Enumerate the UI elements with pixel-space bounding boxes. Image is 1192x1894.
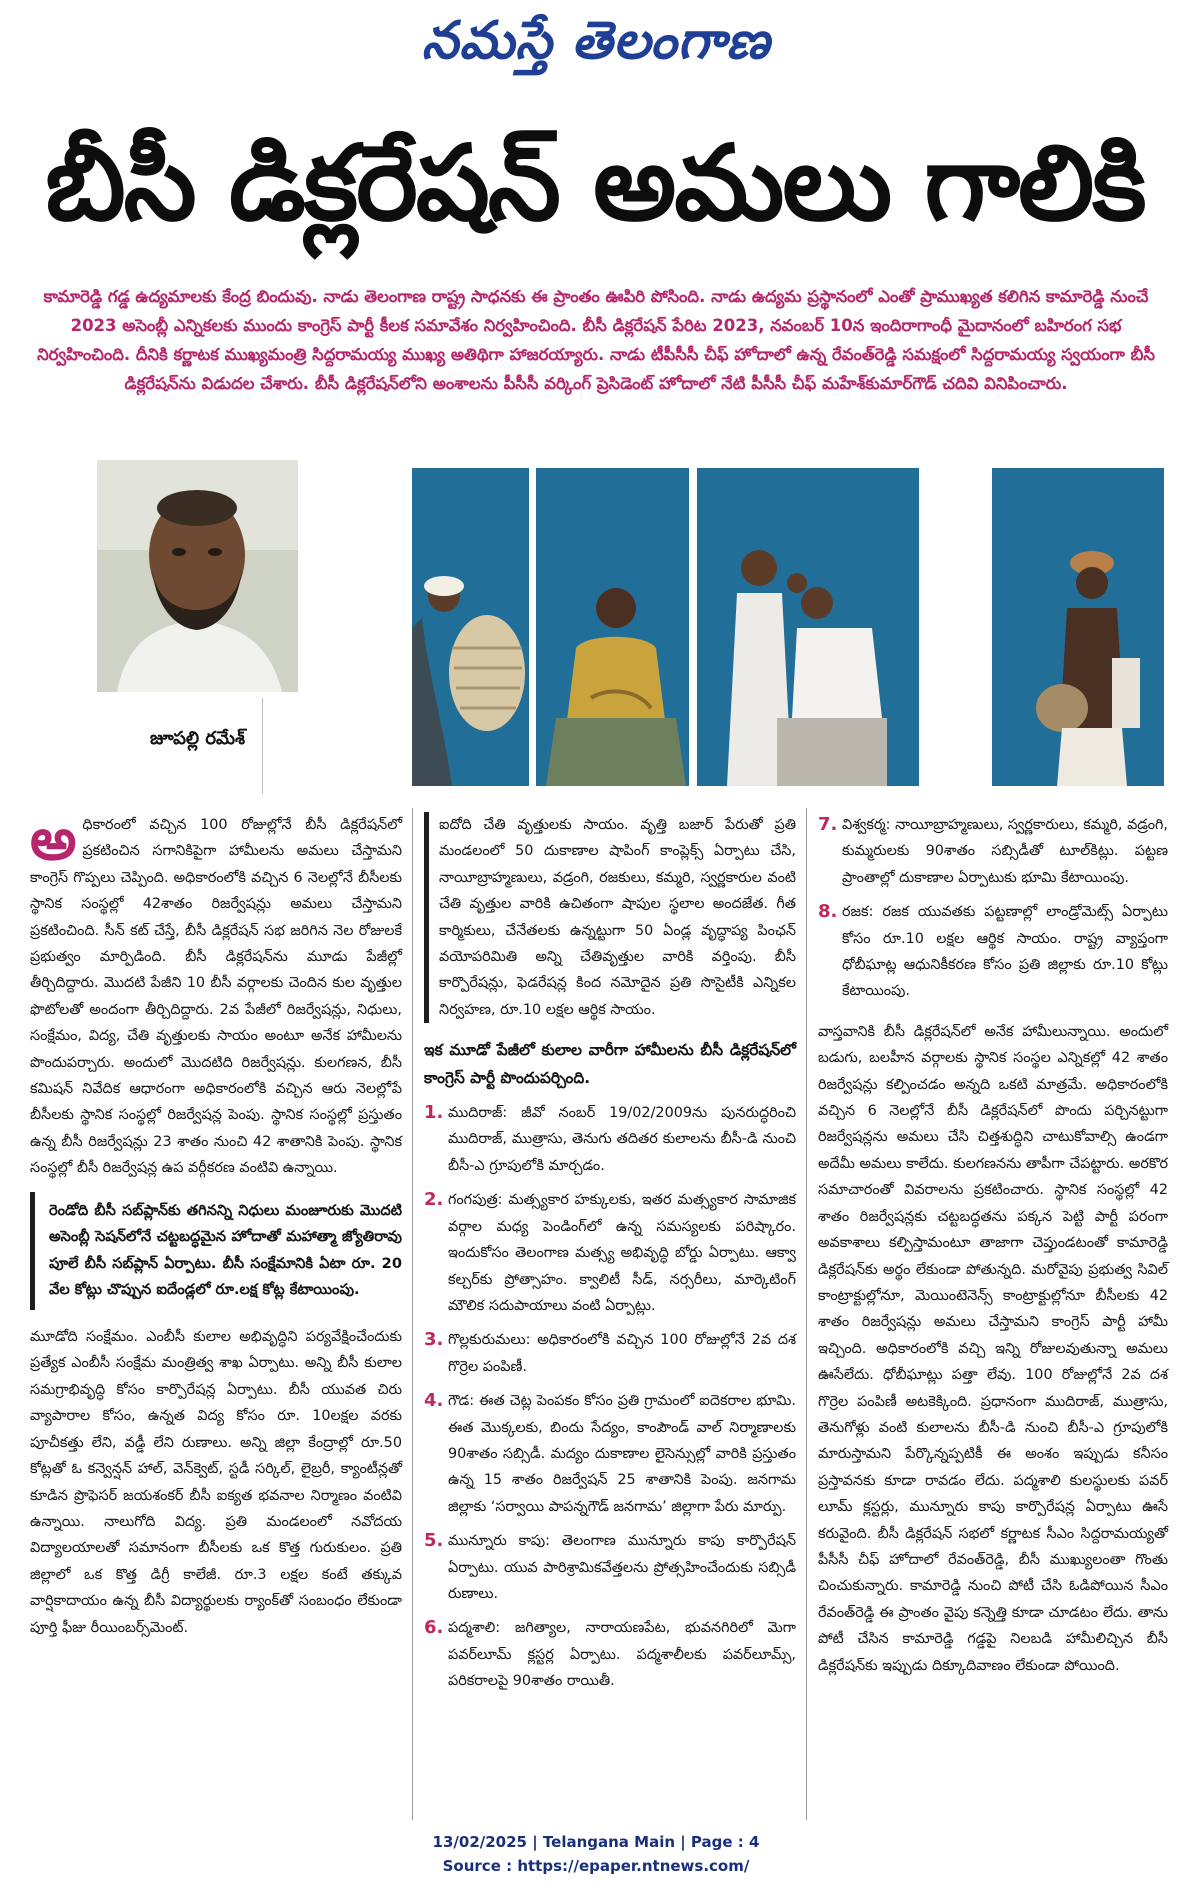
list-item: 2. గంగపుత్ర: మత్స్యకార హక్కులకు, ఇతర మత్స్యకార సామాజిక వర్గాల మధ్య పెండింగ్‌లో ఉన్న సమస్యలకు పరిష్కారం. ఇందుకోసం తెలంగాణ మత్స్య అభివృద్ధి బోర్డు ఏర్పాటు. ఆక్వా కల్చర్‌కు ప్రోత్సాహం. క్వాలిటీ సీడ్‌, నర్సరీలు, మార్కెటింగ్‌ మౌలిక సదుపాయాలు వంటి ఏర్పాట్లు. — [424, 1189, 796, 1314]
column1-paragraph-2: మూడోది సంక్షేమం. ఎంబీసీ కులాల అభివృద్ధిని పర్యవేక్షించేందుకు ప్రత్యేక ఎంబీసీ సంక్షేమ మంత్రిత్వ శాఖ ఏర్పాటు. అన్ని బీసీ కులాల సమగ్రాభివృద్ధి కోసం కార్పొరేషన్ల ఏర్పాటు. బీసీ యువత చిరు వ్యాపారాల కోసం, ఉన్నత విద్య కోసం రూ. 10లక్షల వరకు పూచీకత్తు లేని, వడ్డీ లేని రుణాలు. అన్ని జిల్లా కేంద్రాల్లో రూ.50 కోట్లతో ఓ కన్వెన్షన్‌ హాల్‌, వెన్‌క్వెట్‌, స్టడీ సర్కిల్‌, లైబ్రరీ, క్యాంటీన్లతో కూడిన ప్రొఫెసర్‌ జయశంకర్‌ బీసీ ఐక్యత భవనాల నిర్మాణం వంటివి ఉన్నాయి. నాలుగోది విద్య. ప్రతి మండలంలో నవోదయ విద్యాలయాలతో సమానంగా బీసీలకు ఒక కొత్త గురుకులం. ప్రతి జిల్లాలో ఒక కొత్త డిగ్రీ కాలేజీ. రూ.3 లక్షల కంటే తక్కువ వార్షికాదాయం ఉన్న బీసీ విద్యార్థులకు ర్యాంక్‌తో సంబంధం లేకుండా పూర్తి ఫీజు రీయింబర్స్‌మెంట్‌. — [30, 1329, 402, 1636]
list-number: 6. — [424, 1617, 444, 1639]
callout-box: రెండోది బీసీ సబ్‌ప్లాన్‌కు తగినన్ని నిధులు మంజూరుకు మొదటి అసెంబ్లీ సెషన్‌లోనే చట్టబద్ధమైన హోదాతో మహాత్మా జ్యోతిరావు పూలే బీసీ సబ్‌ప్లాన్‌ ఏర్పాటు. బీసీ సంక్షేమానికి ఏటా రూ. 20 వేల కోట్లు చొప్పున ఐదేండ్లలో రూ.లక్ష కోట్ల కేటాయింపు. — [30, 1192, 402, 1310]
list-item: 1. ముదిరాజ్‌: జీవో నంబర్‌ 19/02/2009ను పునరుద్ధరించి ముదిరాజ్‌, ముత్రాసు, తెనుగు తదితర కులాలను బీసీ-డి నుంచి బీసీ-ఎ గ్రూపులోకి మార్చడం. — [424, 1102, 796, 1174]
headline: బీసీ డిక్లరేషన్‌ అమలు గాలికి — [45, 122, 1145, 244]
footer-date-edition: 13/02/2025 | Telangana Main | Page : 4 — [432, 1833, 760, 1851]
column1-paragraph-1: అధికారంలో వచ్చిన 100 రోజుల్లోనే బీసీ డిక్లరేషన్‌లో ప్రకటించిన సగానికిపైగా హామీలను అమలు చేస్తామని కాంగ్రెస్‌ గొప్పలు చెప్పింది. అధికారంలోకి వచ్చిన 6 నెలల్లోనే బీసీలకు స్థానిక సంస్థల్లో 42శాతం రిజర్వేషన్లు అమలు చేస్తామని ప్రకటించింది. సీన్‌ కట్‌ చేస్తే, బీసీ డిక్లరేషన్‌ సభ జరిగిన నెల రోజులకే ప్రభుత్వం మార్పిడింది. బీసీ డిక్లరేషన్‌ను మూడు పేజీల్లో తీర్చిదిద్దారు. మొదటి పేజీని 10 బీసీ వర్గాలకు చెందిన కుల వృత్తుల ఫొటోలతో అందంగా తీర్చిదిద్దారు. 2వ పేజీలో రిజర్వేషన్లు, నిధులు, సంక్షేమం, విద్య, చేతి వృత్తులకు సాయం అంటూ అనేక హామీలను పొందుపర్చారు. అందులో మొదటిది రిజర్వేషన్లు. కులగణన, బీసీ కమిషన్‌ నివేదిక ఆధారంగా అధికారంలోకి వచ్చిన ఆరు నెలల్లోపే బీసీలకు స్థానిక సంస్థల్లో రిజర్వేషన్ల పెంపు. స్థానిక సంస్థల్లో ప్రస్తుతం ఉన్న బీసీ రిజర్వేషన్లు 23 శాతం నుంచి 42 శాతానికి పెంపు. స్థానిక సంస్థల్లో బీసీ రిజర్వేషన్ల ఉప వర్గీకరణ వంటివి ఉన్నాయి. — [30, 805, 402, 1177]
photo-panel-potter — [992, 468, 1164, 786]
page-footer — [0, 1830, 1192, 1878]
section-subhead: ఇక మూడో పేజీలో కులాల వారీగా హామీలను బీసీ డిక్లరేషన్‌లో కాంగ్రెస్‌ పార్టీ పొందుపర్చింది. — [424, 1041, 796, 1087]
list-number: 4. — [424, 1390, 444, 1412]
masthead-logo: నమస్తే తెలంగాణ — [421, 10, 771, 71]
list-item: 5. మున్నూరు కాపు: తెలంగాణ మున్నూరు కాపు కార్పొరేషన్‌ ఏర్పాటు. యువ పారిశ్రామికవేత్తలను ప్రోత్సహించేందుకు సబ్సిడీ రుణాలు. — [424, 1530, 796, 1602]
column-divider-1 — [412, 808, 413, 1820]
author-name: జూపల్లి రమేశ్‌ — [150, 728, 245, 749]
list-number: 2. — [424, 1189, 444, 1211]
author-photo — [97, 460, 298, 692]
list-item: 7. విశ్వకర్మ: నాయీబ్రాహ్మణులు, స్వర్ణకారులు, కమ్మరి, వడ్రంగి, కుమ్మరులకు 90శాతం సబ్సిడీతో టూల్‌కిట్లు. పట్టణ ప్రాంతాల్లో దుకాణాల ఏర్పాటుకు భూమి కేటాయింపు. — [818, 814, 1168, 886]
column2-paragraph-1: ఐదోది చేతి వృత్తులకు సాయం. వృత్తి బజార్‌ పేరుతో ప్రతి మండలంలో 50 దుకాణాల షాపింగ్‌ కాంప్లెక్స్‌ ఏర్పాటు చేసి, నాయీబ్రాహ్మణులు, వడ్రంగి, రజకులు, కమ్మరి, స్వర్ణకారుల వంటి చేతి వృత్తుల వారికి ఉచితంగా షాపుల స్థలాల అందజేత. గీత కార్మికులు, చేనేతలకు ఉన్నట్టుగా 50 ఏండ్ల వృద్ధాప్య పింఛన్‌ వయోపరిమితి అన్ని చేతివృత్తుల వారికి వర్తింపు. బీసీ కార్పొరేషన్లు, ఫెడరేషన్ల కింద నమోదైన ప్రతి సొసైటీకి ఎన్నికల నిర్వహణ, రూ.10 లక్షల ఆర్థిక సాయం. — [424, 812, 796, 1023]
list-number: 3. — [424, 1329, 444, 1351]
photo-panel-basket-weaver — [412, 468, 529, 786]
list-item: 4. గౌడ: ఈత చెట్ల పెంపకం కోసం ప్రతి గ్రామంలో ఐదెకరాల భూమి. ఈత మొక్కలకు, బిందు సేద్యం, కాంపౌండ్‌ వాల్‌ నిర్మాణాలకు 90శాతం సబ్సిడీ. మద్యం దుకాణాల లైసెన్సుల్లో వారికి ప్రస్తుతం ఉన్న 15 శాతం రిజర్వేషన్‌ 25 శాతానికి పెంపు. జనగామ జిల్లాకు ‘సర్వాయి పాపన్నగౌడ్‌ జనగామ’ జిల్లాగా పేరు మార్పు. — [424, 1390, 796, 1515]
photo-panel-barber — [697, 468, 919, 786]
article-column-1 — [30, 805, 402, 1647]
column-divider-2 — [806, 808, 807, 1820]
list-number: 5. — [424, 1530, 444, 1552]
photo-panel-weaver-woman — [536, 468, 689, 786]
list-item: 6. పద్మశాలి: జగిత్యాల, నారాయణపేట, భువనగిరిలో మెగా పవర్‌లూమ్‌ క్లస్టర్ల ఏర్పాటు. పద్మశాలీలకు పవర్‌లూమ్స్‌, పరికరాలపై 90శాతం రాయితీ. — [424, 1617, 796, 1690]
list-item: 3. గొల్లకురుమలు: అధికారంలోకి వచ్చిన 100 రోజుల్లోనే 2వ దశ గొర్రెల పంపిణీ. — [424, 1329, 796, 1375]
list-number: 1. — [424, 1102, 444, 1124]
footer-source-link[interactable]: Source : https://epaper.ntnews.com/ — [442, 1857, 750, 1875]
article-column-3 — [818, 812, 1168, 1685]
drop-cap: అ — [30, 805, 77, 873]
list-number: 8. — [818, 901, 838, 923]
list-number: 7. — [818, 814, 838, 835]
article-column-2 — [424, 812, 796, 1703]
column3-paragraph-1: వాస్తవానికి బీసీ డిక్లరేషన్‌లో అనేక హామీలున్నాయి. అందులో బడుగు, బలహీన వర్గాలకు స్థానిక సంస్థల ఎన్నికల్లో 42 శాతం రిజర్వేషన్లు కల్పించడం అన్నది ఒకటి మాత్రమే. అధికారంలోకి వచ్చిన 6 నెలల్లోనే బీసీ డిక్లరేషన్‌లో పొందు పర్చినట్టుగా రిజర్వేషన్లను అమలు చేసి చిత్తశుద్ధిని చాటుకోవాల్సి ఉండగా అదేమీ అమలు కాలేదు. కులగణనను తాపీగా చేపట్టారు. అరకొర సమాచారంతో వివరాలను ప్రకటించారు. స్థానిక సంస్థల్లో 42 శాతం రిజర్వేషన్లకు చట్టబద్ధతను పక్కన పెట్టి పార్టీ పరంగా అవకాశాలు కల్పిస్తామంటూ తాజాగా చెప్తుండటంతో కామారెడ్డి డిక్లరేషన్‌కు అర్థం లేకుండా పోతున్నది. మరోవైపు ప్రభుత్వ సివిల్‌ కాంట్రాక్టుల్లోనూ, మెయింటెనెన్స్‌ కాంట్రాక్టుల్లోనూ బీసీలకు 42 శాతం రిజర్వేషన్లు అమలు చేస్తామని కాంగ్రెస్‌ పార్టీ హామీ ఇచ్చింది. అధికారంలోకి వచ్చి ఇన్ని రోజులవుతున్నా అమలు ఊసేలేదు. ధోబీఘాట్లు పత్తా లేవు. 100 రోజుల్లోనే 2వ దశ గొర్రెల పంపిణీ అటకెక్కింది. ప్రధానంగా ముదిరాజ్‌, ముత్రాసు, తెనుగోళ్లు వంటి కులాలను బీసీ-డి నుంచి బీసీ-ఎ గ్రూపులోకి మారుస్తామని పేర్కొన్నప్పటికీ ఈ అంశం ఇప్పుడు కనీసం ప్రస్తావనకు కూడా రావడం లేదు. పద్మశాలి కులస్థులకు పవర్‌ లూమ్‌ క్లస్టర్లు, మున్నూరు కాపు కార్పొరేషన్ల ఏర్పాటు ఊసే కరువైంది. బీసీ డిక్లరేషన్‌ సభలో కర్ణాటక సీఎం సిద్దరామయ్యతో పీసీసీ చీఫ్‌ హోదాలో రేవంత్‌రెడ్డి, బీసీ ముఖ్యులంతా గొంతు చించుకున్నారు. కామారెడ్డి నుంచి పోటీ చేసి ఓడిపోయిన సీఎం రేవంత్‌రెడ్డి ఈ ప్రాంతం వైపు కన్నెత్తి కూడా చూడటం లేదు. తాను పోటీ చేసిన కామారెడ్డి గడ్డపై నిలబడి హామీలిచ్చిన బీసీ డిక్లరేషన్‌కు ఇప్పుడు దిక్కూదివాణం లేకుండా పోయింది. — [818, 1023, 1168, 1674]
intro-paragraph: కామారెడ్డి గడ్డ ఉద్యమాలకు కేంద్ర బిందువు. నాడు తెలంగాణ రాష్ట్ర సాధనకు ఈ ప్రాంతం ఊపిరి పోసింది. నాడు ఉద్యమ ప్రస్థానంలో ఎంతో ప్రాముఖ్యత కలిగిన కామారెడ్డి నుంచే 2023 అసెంబ్లీ ఎన్నికలకు ముందు కాంగ్రెస్‌ పార్టీ కీలక సమావేశం నిర్వహించింది. బీసీ డిక్లరేషన్‌ పేరిట 2023, నవంబర్‌ 10న ఇందిరాగాంధీ మైదానంలో బహిరంగ సభ నిర్వహించింది. దీనికి కర్ణాటక ముఖ్యమంత్రి సిద్దరామయ్య ముఖ్య అతిథిగా హాజరయ్యారు. నాడు టీపీసీసీ చీఫ్‌ హోదాలో ఉన్న రేవంత్‌రెడ్డి సమక్షంలో సిద్దరామయ్య స్వయంగా బీసీ డిక్లరేషన్‌ను విడుదల చేశారు. బీసీ డిక్లరేషన్‌లోని అంశాలను పీసీసీ వర్కింగ్‌ ప్రెసిడెంట్‌ హోదాలో నేటి పీసీసీ చీఫ్‌ మహేశ్‌కుమార్‌గౌడ్‌ చదివి వినిపించారు. — [37, 287, 1155, 393]
list-item: 8. రజక: రజక యువతకు పట్టణాల్లో లాండ్రోమెట్స్‌ ఏర్పాటు కోసం రూ.10 లక్షల ఆర్థిక సాయం. రాష్ట్ర వ్యాప్తంగా ధోబీఘాట్ల ఆధునికీకరణ కోసం ప్రతి జిల్లాకు రూ.10 కోట్లు కేటాయింపు. — [818, 901, 1168, 1000]
